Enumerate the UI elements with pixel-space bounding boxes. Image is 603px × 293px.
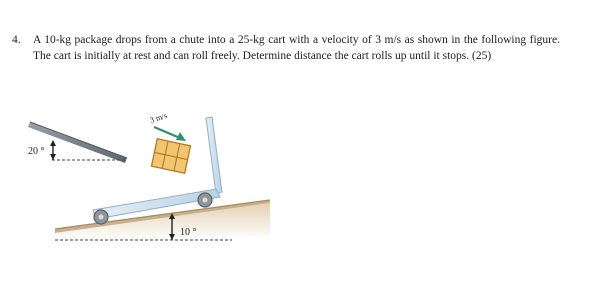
- cart-wheel-rear: [94, 210, 108, 224]
- ramp-angle-label: 10 °: [180, 227, 197, 238]
- chute-angle-label: 20 °: [28, 146, 45, 157]
- problem-number: 4.: [12, 34, 21, 46]
- cart-wheel-front: [198, 193, 212, 207]
- problem-text: A 10-kg package drops from a chute into a 25-kg cart with a velocity of 3 m/s as shown in the following figure. The cart is initially at rest and can roll freely. Determine distance the cart rolls up until it stops. (25): [33, 34, 560, 62]
- package: [151, 139, 190, 173]
- cart: [93, 117, 222, 224]
- velocity-label: 3 m/s: [148, 110, 169, 125]
- chute-angle-arrow: [50, 140, 56, 160]
